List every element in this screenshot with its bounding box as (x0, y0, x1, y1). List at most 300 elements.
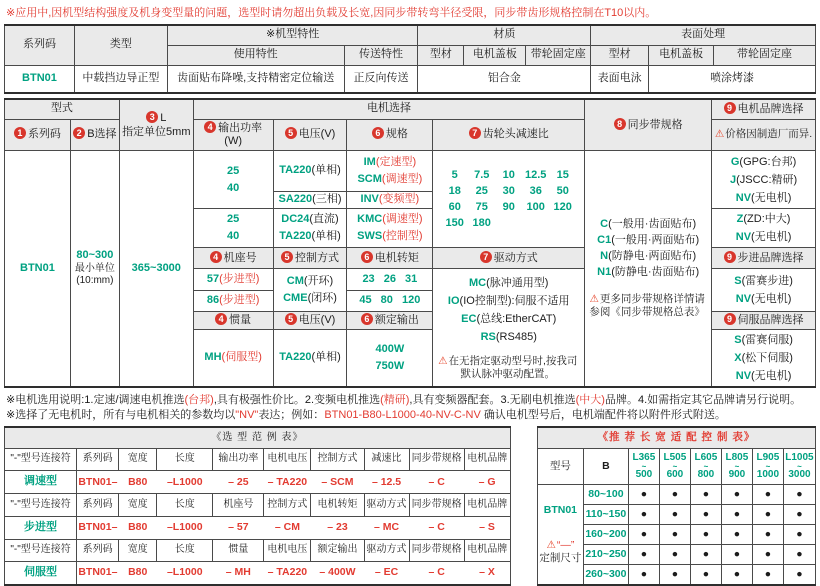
ratio-value: 90 (502, 201, 515, 213)
ex-value: –L1000 (157, 516, 213, 539)
header-step-brand-label: 步进品牌选择 (737, 251, 804, 264)
fit-dot: ● (628, 565, 659, 585)
brand-z-code: Z (736, 213, 744, 225)
note-example-model: BTN01-B80-L1000-40-NV-C-NV (324, 408, 481, 421)
fit-dot: ● (690, 485, 721, 505)
ratio-value: 18 (448, 185, 461, 197)
header-servo-volt (273, 312, 347, 330)
dc-voltage-cell (273, 209, 347, 248)
mh-desc: (伺服型) (221, 351, 262, 364)
col-header-surface: 表面处理 (591, 25, 816, 45)
header-length (119, 99, 193, 151)
brand-nv2-code: NV (735, 231, 752, 243)
ex-header: 宽度 (119, 539, 157, 561)
col-header-feature: ※机型特性 (167, 25, 418, 45)
ex-header: 长度 (157, 494, 213, 516)
drive-note-text: 在无指定驱动型号时,按我司默认脉冲驱动配置。 (448, 355, 578, 380)
ex-value: – C (409, 471, 464, 494)
use-feature-value: 齿面贴布降噪,支持精密定位输送 (167, 65, 344, 93)
badge-6b: 6 (361, 251, 373, 263)
ex-value: – C (409, 561, 464, 584)
tilde: ~ (797, 462, 802, 471)
ex-value: – C (409, 516, 464, 539)
belt-n1-desc: (防静电·齿面贴布) (611, 265, 700, 278)
l-top: L505 (663, 452, 687, 463)
header-motor-group: 电机选择 (193, 99, 584, 119)
servo-brand-cell (712, 330, 816, 388)
fit-model-name: BTN01 (543, 504, 578, 517)
ex-header: 输出功率 (213, 449, 264, 471)
badge-3: 3 (146, 111, 158, 123)
servo-voltage-cell (273, 330, 347, 388)
fit-dot: ● (783, 485, 815, 505)
ex-header: 电机品牌 (464, 539, 510, 561)
badge-9c: 9 (724, 313, 736, 325)
fit-dot: ● (659, 565, 690, 585)
warning-icon: ⚠ (714, 128, 725, 141)
badge-7: 7 (469, 127, 481, 139)
cm-desc: (开环) (303, 275, 334, 287)
fit-b-range: 80~100 (583, 485, 628, 505)
fit-dot: ● (783, 505, 815, 525)
col-header-series: 系列码 (5, 25, 75, 65)
ex-value: –L1000 (157, 471, 213, 494)
ratio-value: 100 (526, 201, 545, 213)
spec-im-code: IM (363, 156, 376, 168)
ac-voltage-desc: (单相) (311, 164, 341, 177)
ex-value: – MH (213, 561, 264, 584)
b-min-unit: 最小单位 (74, 262, 115, 274)
ac-brand-cell (712, 151, 816, 209)
inertia-mh-cell (193, 330, 273, 388)
brand-z-desc: (ZD:中大) (743, 213, 791, 225)
ex-value: – 400W (311, 561, 364, 584)
spec-sws-code: SWS (357, 230, 383, 242)
fit-header-b: B (583, 449, 628, 485)
drive-mc-code: MC (469, 277, 487, 289)
servo-brand-x-desc: (松下伺服) (741, 352, 793, 364)
badge-5b: 5 (281, 251, 293, 263)
brand-price-note-text: 价格因制造厂而异. (725, 128, 813, 141)
ex-header: 宽度 (119, 494, 157, 516)
ex-value: B80 (119, 471, 157, 494)
header-b-label: B选择 (87, 128, 117, 141)
frame-86-desc: (步进型) (219, 294, 260, 307)
header-servo-brand (712, 312, 816, 330)
fit-dot: ● (721, 485, 752, 505)
b-min-unit-2: (10:mm) (76, 275, 114, 287)
frame-86-cell (193, 291, 273, 312)
header-inertia (193, 312, 273, 330)
belt-c1-desc: (一般用·两面贴布) (611, 233, 700, 246)
badge-9: 9 (724, 102, 736, 114)
sa220-code: SA220 (278, 193, 313, 206)
top-usage-note: ※应用中,因机型结构强度及机身变型量的问题，选型时请勿超出负载及长宽,因同步带转弯半径受限，同步带齿形规格控制在T10以内。 (6, 7, 657, 19)
selection-example-table (4, 426, 511, 586)
ac-power-cell (193, 151, 273, 209)
rated-output-cell (347, 330, 433, 388)
drive-ec-code: EC (461, 313, 477, 325)
ex-value: – X (464, 561, 510, 584)
fit-dot: ● (752, 525, 783, 545)
fit-header-l605 (690, 449, 721, 485)
ex-value: BTN01– (77, 561, 119, 584)
header-drive-label: 驱动方式 (493, 251, 538, 264)
ex-label-servo: 伺服型 (5, 561, 77, 584)
header-length-sub: 指定单位5mm (122, 125, 191, 138)
l-bot: 900 (728, 469, 746, 480)
header-belt-label: 同步带规格 (627, 118, 683, 131)
ratio-value: 15 (556, 169, 569, 181)
l-top: L805 (725, 452, 749, 463)
header-rated-output (347, 312, 433, 330)
step-brand-nv-code: NV (735, 293, 752, 305)
belt-c1-code: C1 (597, 233, 612, 246)
transfer-value: 正反向传送 (344, 65, 418, 93)
drive-io-desc: (IO控制型):伺服不适用 (459, 295, 570, 307)
fit-dot: ● (783, 545, 815, 565)
ex-header: 额定输出 (311, 539, 364, 561)
col-header-use: 使用特性 (167, 45, 344, 65)
ex-value: – 25 (213, 471, 264, 494)
ratio-value: 7.5 (474, 169, 490, 181)
ex-header: "-"型号连接符 (5, 449, 77, 471)
surface-profile-value: 表面电泳 (591, 65, 649, 93)
ratio-value: 150 (445, 217, 464, 229)
fit-dot: ● (752, 485, 783, 505)
ex-label-stepper: 步进型 (5, 516, 77, 539)
header-belt (585, 99, 712, 151)
header-servo-volt-label: 电压(V) (298, 314, 336, 327)
badge-5: 5 (285, 127, 297, 139)
warning-icon: ⚠ (546, 539, 556, 552)
spec-im-desc: (定速型) (375, 156, 417, 168)
l-bot: 600 (666, 469, 684, 480)
ratio-value: 36 (529, 185, 542, 197)
header-model-group: 型式 (5, 99, 120, 119)
fit-dot: ● (783, 525, 815, 545)
gear-ratio-grid (441, 167, 576, 231)
col-header-cover-2: 电机盖板 (649, 45, 714, 65)
belt-n1-code: N1 (597, 265, 612, 278)
fit-dot: ● (659, 545, 690, 565)
spec-sws-desc: (控制型) (382, 230, 423, 242)
badge-8: 8 (614, 118, 626, 130)
ex-header: 系列码 (77, 449, 119, 471)
fit-header-model: 型号 (537, 449, 583, 485)
ex-value: – S (464, 516, 510, 539)
output-750w: 750W (375, 360, 405, 372)
brand-nv-desc: (无电机) (751, 191, 792, 204)
belt-more-note (587, 293, 707, 319)
header-power (193, 119, 273, 151)
fit-header-l505 (659, 449, 690, 485)
ex-value: – TA220 (264, 561, 311, 584)
note-brand-zd: (中大) (575, 394, 605, 406)
servo-brand-s-code: S (734, 334, 742, 346)
brand-g-code: G (730, 155, 740, 168)
l-bot: 3000 (788, 469, 811, 480)
badge-6: 6 (372, 127, 384, 139)
fit-dot: ● (659, 525, 690, 545)
ta220-code: TA220 (279, 230, 312, 242)
sa220-desc: (三相) (312, 193, 342, 206)
fit-dot: ● (721, 525, 752, 545)
ex-header: 系列码 (77, 539, 119, 561)
type-value: 中载挡边导正型 (74, 65, 167, 93)
l-bot: 1000 (756, 469, 780, 480)
spec-kmc-desc: (调速型) (382, 213, 423, 225)
output-400w: 400W (375, 343, 405, 355)
ex-value: BTN01– (77, 471, 119, 494)
spec-summary-table (4, 24, 816, 94)
step-brand-s-desc: (雷赛步进) (741, 275, 793, 287)
servo-ta220-code: TA220 (279, 351, 312, 364)
servo-brand-s-desc: (雷赛伺服) (741, 334, 793, 346)
header-spec (347, 119, 433, 151)
bottom-tables (4, 426, 816, 586)
drive-mc-desc: (脉冲通用型) (486, 277, 549, 289)
fit-dot: ● (628, 505, 659, 525)
fit-header-l805 (721, 449, 752, 485)
note-text: 品牌。4.如需指定其它品牌请另行说明。 (604, 394, 802, 406)
badge-9b: 9 (724, 251, 736, 263)
header-voltage (273, 119, 347, 151)
ratio-value: 120 (553, 201, 572, 213)
fit-dot: ● (628, 485, 659, 505)
fit-dot: ● (628, 545, 659, 565)
ex-header: "-"型号连接符 (5, 494, 77, 516)
frame-57-desc: (步进型) (219, 272, 260, 285)
ratio-value: 75 (475, 201, 488, 213)
header-frame (193, 248, 273, 269)
l-top: L365 (632, 452, 656, 463)
fit-dot: ● (752, 565, 783, 585)
ex-header: 电机电压 (264, 449, 311, 471)
cm-code: CM (286, 275, 304, 287)
note-nv: "NV" (235, 408, 259, 421)
ex-value: B80 (119, 516, 157, 539)
tilde: ~ (672, 462, 678, 471)
col-header-pulley-2: 带轮固定座 (714, 45, 816, 65)
ex-header: 驱动方式 (364, 539, 409, 561)
belt-c-desc: (一般用·齿面贴布) (608, 217, 697, 230)
dc24-desc: (直流) (309, 213, 339, 225)
note-text: ※选择了无电机时，所有与电机相关的参数均以 (6, 408, 236, 421)
fit-dot: ● (690, 525, 721, 545)
torque-57-values: 23 26 31 (347, 269, 433, 291)
spec-kmc-code: KMC (357, 213, 383, 225)
warning-icon: ⚠ (438, 355, 448, 367)
servo-brand-x-code: X (734, 352, 742, 364)
series-cell: BTN01 (5, 151, 71, 388)
spec-inv-desc: (变频型) (378, 193, 420, 206)
frame-57-cell (193, 269, 273, 291)
tilde: ~ (641, 462, 647, 471)
header-ratio-label: 齿轮头减速比 (482, 128, 549, 141)
drive-rs-code: RS (480, 331, 496, 343)
material-value: 铝合金 (418, 65, 591, 93)
header-voltage-label: 电压(V) (298, 128, 336, 141)
header-brand (712, 99, 816, 119)
series-code: BTN01 (5, 65, 75, 93)
ratio-value: 180 (472, 217, 491, 229)
ex-value: – MC (364, 516, 409, 539)
badge-6c: 6 (361, 313, 373, 325)
fit-b-range: 110~150 (583, 505, 628, 525)
tilde: ~ (734, 462, 740, 471)
header-brand-label: 电机品牌选择 (737, 102, 804, 115)
servo-brand-nv-desc: (无电机) (751, 370, 792, 382)
ex-header: 电机转矩 (311, 494, 364, 516)
motor-selection-notes (6, 393, 816, 422)
brand-nv-code: NV (735, 191, 752, 204)
header-torque-label: 电机转矩 (374, 251, 419, 264)
header-ratio (433, 119, 585, 151)
model-selection-table (4, 98, 816, 388)
fit-header-l1005 (783, 449, 815, 485)
fit-dot: ● (690, 545, 721, 565)
fit-table-title: 《推 荐 长 宽 适 配 控 制 表》 (537, 427, 815, 449)
step-brand-nv-desc: (无电机) (751, 293, 792, 305)
badge-2: 2 (73, 127, 85, 139)
header-power-label: 输出功率(W) (218, 121, 263, 148)
drive-ec-desc: (总线:EtherCAT) (476, 313, 557, 325)
spec-scm-code: SCM (357, 173, 382, 185)
fit-header-l905 (752, 449, 783, 485)
badge-1: 1 (14, 127, 26, 139)
ex-header: 同步带规格 (409, 539, 464, 561)
header-step-brand (712, 248, 816, 269)
ac-power-40: 40 (227, 181, 240, 194)
header-spec-label: 规格 (385, 128, 408, 141)
header-rated-output-label: 额定输出 (374, 314, 419, 327)
header-frame-label: 机座号 (223, 251, 257, 264)
drive-options (435, 274, 582, 346)
ex-header: 机座号 (213, 494, 264, 516)
l-top: L905 (756, 452, 780, 463)
fit-dot: ● (721, 505, 752, 525)
fit-control-table (537, 426, 816, 586)
note-text: ※电机选用说明:1.定速/调速电机推选 (6, 394, 185, 406)
header-length-label: L (160, 111, 167, 124)
step-brand-cell (712, 269, 816, 312)
frame-57-code: 57 (206, 272, 220, 285)
drive-mode-cell (433, 269, 585, 388)
belt-spec-cell (585, 151, 712, 388)
brand-nv2-desc: (无电机) (751, 231, 792, 243)
fit-b-range: 160~200 (583, 525, 628, 545)
belt-n-desc: (防静电·两面贴布) (608, 249, 697, 262)
dc-power-40: 40 (227, 230, 240, 242)
spec-inv-code: INV (360, 193, 379, 206)
ex-header: 驱动方式 (364, 494, 409, 516)
mh-code: MH (204, 351, 222, 364)
col-header-pulley: 带轮固定座 (526, 45, 591, 65)
note-line-2 (6, 408, 816, 423)
header-inertia-label: 惯量 (229, 314, 252, 327)
l-bot: 800 (697, 469, 715, 480)
header-series (5, 119, 71, 151)
note-text: 确认电机型号后，电机端配件将以附件形式附送。 (480, 408, 726, 421)
col-header-transfer: 传送特性 (344, 45, 418, 65)
fit-custom-note (539, 539, 582, 552)
note-text: ,具有极强性价比。2.变频电机推选 (213, 394, 381, 406)
servo-ta220-desc: (单相) (311, 351, 341, 364)
fit-dot: ● (659, 485, 690, 505)
badge-4: 4 (204, 121, 216, 133)
fit-model-cell (537, 485, 583, 585)
ac-voltage-single (273, 151, 347, 192)
ex-value: B80 (119, 561, 157, 584)
ex-value: – TA220 (264, 471, 311, 494)
ex-value: BTN01– (77, 516, 119, 539)
tilde: ~ (765, 462, 771, 471)
belt-n-code: N (600, 249, 609, 262)
fit-dot: ● (721, 545, 752, 565)
dc-power-cell (193, 209, 273, 248)
ex-header: 惯量 (213, 539, 264, 561)
fit-dot: ● (628, 525, 659, 545)
badge-4b: 4 (210, 251, 222, 263)
ratio-value: 30 (502, 185, 515, 197)
ex-label-speed: 调速型 (5, 471, 77, 494)
ex-header: 控制方式 (264, 494, 311, 516)
header-b-select (70, 119, 119, 151)
drive-default-note (435, 355, 582, 381)
dc24-code: DC24 (281, 213, 310, 225)
ex-header: 系列码 (77, 494, 119, 516)
ratio-value: 5 (451, 169, 458, 181)
example-table-title: 《选 型 范 例 表》 (5, 427, 511, 449)
ratio-value: 10 (502, 169, 515, 181)
frame-86-code: 86 (206, 294, 220, 307)
ex-value: – CM (264, 516, 311, 539)
ex-header: 长度 (157, 539, 213, 561)
header-servo-brand-label: 伺服品牌选择 (737, 314, 804, 327)
fit-custom-mark: “—” (556, 539, 575, 552)
fit-b-range: 210~250 (583, 545, 628, 565)
ex-header: "-"型号连接符 (5, 539, 77, 561)
ex-header: 同步带规格 (409, 449, 464, 471)
inv-spec-cell (347, 192, 433, 209)
brand-j-desc: (JSCC:精研) (736, 173, 798, 186)
l-bot: 500 (635, 469, 653, 480)
header-series-label: 系列码 (27, 128, 61, 141)
fit-header-l365 (628, 449, 659, 485)
badge-7b: 7 (480, 251, 492, 263)
ex-value: – G (464, 471, 510, 494)
control-mode-cell (273, 269, 347, 312)
ta220-desc: (单相) (311, 230, 341, 242)
col-header-material: 材质 (418, 25, 591, 45)
header-drive (433, 248, 585, 269)
cme-desc: (闭环) (307, 292, 337, 304)
note-brand-jscc: (精研) (380, 394, 410, 406)
drive-io-code: IO (447, 295, 460, 307)
col-header-cover: 电机盖板 (464, 45, 526, 65)
belt-note-text: 更多同步带规格详情请参阅《同步带规格总表》 (589, 292, 705, 318)
cme-code: CME (283, 292, 308, 304)
gear-ratio-cell (433, 151, 585, 248)
fit-dot: ● (690, 505, 721, 525)
ex-header: 减速比 (364, 449, 409, 471)
ex-value: –L1000 (157, 561, 213, 584)
note-text: ,具有变频器配套。3.无刷电机推选 (409, 394, 576, 406)
fit-dot: ● (783, 565, 815, 585)
col-header-type: 类型 (74, 25, 167, 65)
dc-spec-cell (347, 209, 433, 248)
